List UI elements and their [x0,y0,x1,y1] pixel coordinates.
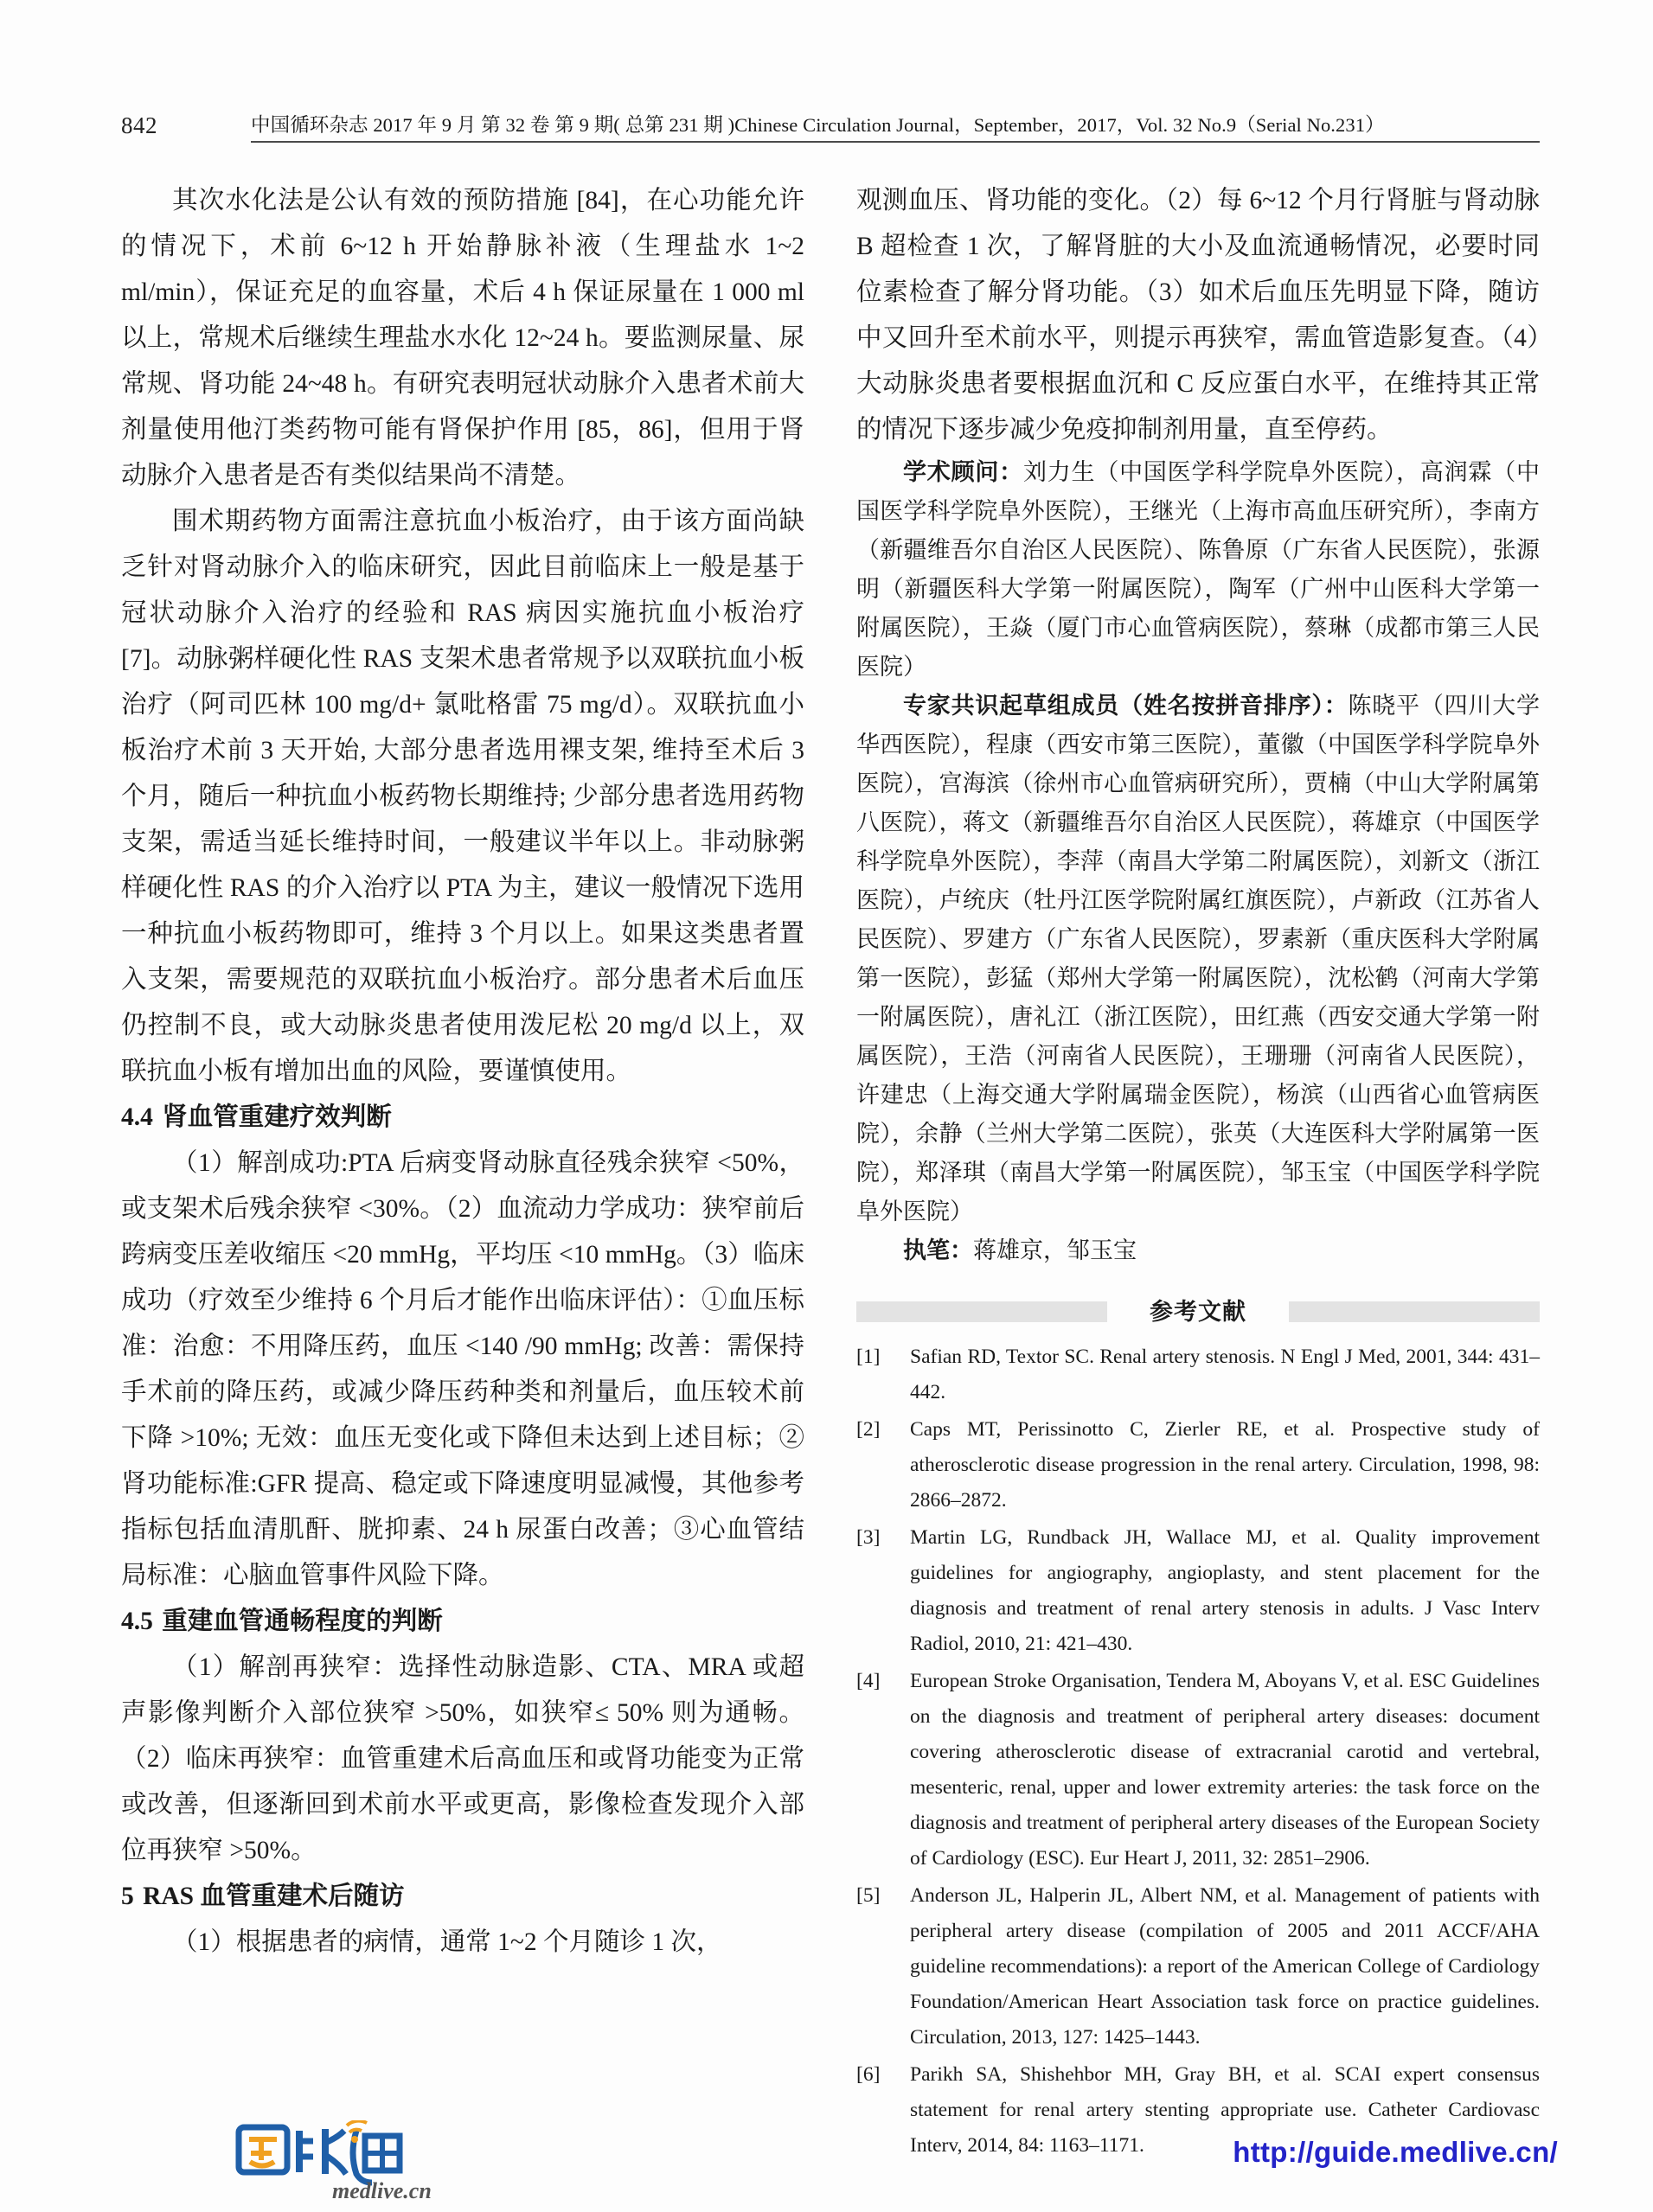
paragraph-patency-criteria: （1）解剖再狭窄：选择性动脉造影、CTA、MRA 或超声影像判断介入部位狭窄 >50%，如狭窄≤ 50% 则为通畅。（2）临床再狭窄：血管重建术后高血压和或肾功能变为正常或改善，但逐渐回到术前水平或更高，影像检查发现介入部位再狭窄 >50%。 [121,1653,804,1864]
references-header [856,1293,1540,1331]
page-number: 842 [121,112,157,138]
advisors-list: 刘力生（中国医学科学院阜外医院），高润霖（中国医学科学院阜外医院），王继光（上海市高血压研究所），李南方（新疆维吾尔自治区人民医院）、陈鲁原（广东省人民医院），张源明（新疆医科大学第一附属医院），陶军（广州中山医科大学第一附属医院），王焱（厦门市心血管病医院），蔡琳（成都市第三人民医院） [856,459,1541,680]
paragraph-hydration: 其次水化法是公认有效的预防措施 [84]，在心功能允许的情况下，术前 6~12 h 开始静脉补液（生理盐水 1~2 ml/min），保证充足的血容量，术后 4 h 保证尿量在 1 000 ml 以上，常规术后继续生理盐水水化 12~24 h。要监测尿量、尿常规、肾功能 24~48 h。有研究表明冠状动脉介入患者术前大剂量使用他汀类药物可能有肾保护作用 [85，86]，但用于肾动脉介入患者是否有类似结果尚不清楚。 [121,187,804,489]
references-title: 参考文献 [1136,1289,1260,1335]
reference-item [856,1664,1540,1876]
reference-text: European Stroke Organisation, Tendera M, Aboyans V, et al. ESC Guidelines on the diagnosis and treatment of peripheral artery diseases: document covering atherosclerotic disease of extracranial carotid and vertebral, mesenteric, renal, upper and lower extremity arteries: the task force on the diagnosis and treatment of peripheral artery diseases of the European Society of Cardiology (ESC). Eur Heart J, 2011, 32: 2851–2906. [910,1670,1540,1870]
reference-number: [4] [856,1670,881,1692]
heading-4-4 [121,1095,804,1141]
heading-4-5 [121,1599,804,1645]
medlive-logo [235,2120,460,2203]
heading-5 [121,1874,804,1920]
committee-paragraph [856,687,1540,1231]
reference-number: [2] [856,1418,881,1441]
paragraph-antiplatelet: 围术期药物方面需注意抗血小板治疗，由于该方面尚缺乏针对肾动脉介入的临床研究，因此目前临床上一般是基于冠状动脉介入治疗的经验和 RAS 病因实施抗血小板治疗 [7]。动脉粥样硬化性 RAS 支架术患者常规予以双联抗血小板治疗（阿司匹林 100 mg/d+ 氯吡格雷 75 mg/d）。双联抗血小板治疗术前 3 天开始, 大部分患者选用裸支架, 维持至术后 3 个月，随后一种抗血小板药物长期维持; 少部分患者选用药物支架，需适当延长维持时间，一般建议半年以上。非动脉粥样硬化性 RAS 的介入治疗以 PTA 为主，建议一般情况下选用一种抗血小板药物即可，维持 3 个月以上。如果这类患者置入支架，需要规范的双联抗血小板治疗。部分患者术后血压仍控制不良，或大动脉炎患者使用泼尼松 20 mg/d 以上，双联抗血小板有增加出血的风险，要谨慎使用。 [121,508,804,1085]
medlive-wordmark: medlive.cn [332,2178,432,2203]
running-head [121,112,1540,143]
heading-5-label: RAS 血管重建术后随访 [143,1883,405,1910]
reference-number: [5] [856,1884,881,1907]
author-names: 蒋雄京，邹玉宝 [973,1237,1137,1263]
paragraph-followup: （1）根据患者的病情，通常 1~2 个月随诊 1 次， [172,1928,722,1956]
heading-4-5-number: 4.5 [121,1608,153,1635]
advisors-paragraph [856,453,1540,687]
reference-item [856,1878,1540,2055]
author-paragraph [856,1231,1540,1270]
running-head-text: 中国循环杂志 2017 年 9 月 第 32 卷 第 9 期( 总第 231 期 )Chinese Circulation Journal，September，2017，Vol. 32 No.9（Serial No.231） [251,114,1385,137]
reference-text: Parikh SA, Shishehbor MH, Gray BH, et al. SCAI expert consensus statement for renal artery stenting appropriate use. Catheter Cardiovasc Interv, 2014, 84: 1163–1171. [910,2063,1540,2157]
reference-item [856,1339,1540,1410]
reference-item [856,1412,1540,1518]
heading-4-4-number: 4.4 [121,1103,153,1131]
committee-label: 专家共识起草组成员（姓名按拼音排序）： [903,693,1349,719]
reference-number: [3] [856,1526,881,1549]
reference-text: Caps MT, Perissinotto C, Zierler RE, et al. Prospective study of atherosclerotic disease progression in the renal artery. Circulation, 1998, 98: 2866–2872. [910,1418,1540,1512]
references-bar-left [856,1301,1107,1322]
heading-4-4-label: 肾血管重建疗效判断 [162,1103,392,1131]
committee-list: 陈晓平（四川大学华西医院），程康（西安市第三医院），董徽（中国医学科学院阜外医院），宫海滨（徐州市心血管病研究所），贾楠（中山大学附属第八医院），蒋文（新疆维吾尔自治区人民医院），蒋雄京（中国医学科学院阜外医院），李萍（南昌大学第二附属医院），刘新文（浙江医院），卢统庆（牡丹江医学院附属红旗医院），卢新政（江苏省人民医院）、罗建方（广东省人民医院），罗素新（重庆医科大学附属第一医院），彭猛（郑州大学第一附属医院），沈松鹤（河南大学第一附属医院），唐礼江（浙江医院），田红燕（西安交通大学第一附属医院），王浩（河南省人民医院），王珊珊（河南省人民医院），许建忠（上海交通大学附属瑞金医院），杨滨（山西省心血管病医院），余静（兰州大学第二医院），张英（大连医科大学附属第一医院），郑泽琪（南昌大学第一附属医院），邹玉宝（中国医学科学院阜外医院） [856,693,1541,1224]
footer-url[interactable]: http://guide.medlive.cn/ [1233,2136,1558,2168]
paragraph-followup-continued: 观测血压、肾功能的变化。（2）每 6~12 个月行肾脏与肾动脉 B 超检查 1 次，了解肾脏的大小及血流通畅情况，必要时同位素检查了解分肾功能。（3）如术后血压先明显下降，随访中又回升至术前水平，则提示再狭窄，需血管造影复查。（4）大动脉炎患者要根据血沉和 C 反应蛋白水平，在维持其正常的情况下逐步减少免疫抑制剂用量，直至停药。 [856,187,1540,444]
reference-text: Martin LG, Rundback JH, Wallace MJ, et al. Quality improvement guidelines for angiography, angioplasty, and stent placement for the diagnosis and treatment of renal artery stenosis in adults. J Vasc Interv Radiol, 2010, 21: 421–430. [910,1526,1540,1655]
reference-number: [6] [856,2063,881,2086]
left-column [121,178,804,1966]
author-label: 执笔： [903,1237,973,1263]
medlive-logo-icon [235,2120,460,2203]
reference-number: [1] [856,1346,881,1368]
right-column [856,178,1540,2165]
reference-text: Safian RD, Textor SC. Renal artery stenosis. N Engl J Med, 2001, 344: 431–442. [910,1346,1540,1403]
advisors-label: 学术顾问： [903,459,1023,485]
references-bar-right [1289,1301,1540,1322]
heading-4-5-label: 重建血管通畅程度的判断 [162,1608,443,1635]
heading-5-number: 5 [121,1883,134,1910]
reference-text: Anderson JL, Halperin JL, Albert NM, et al. Management of patients with peripheral artery disease (compilation of 2005 and 2011 ACCF/AHA guideline recommendations): a report of the American College of Cardiology Foundation/American Heart Association task force on practice guidelines. Circulation, 2013, 127: 1425–1443. [910,1884,1540,2049]
paragraph-efficacy-criteria: （1）解剖成功:PTA 后病变肾动脉直径残余狭窄 <50%，或支架术后残余狭窄 <30%。（2）血流动力学成功：狭窄前后跨病变压差收缩压 <20 mmHg，平均压 <10 mmHg。（3）临床成功（疗效至少维持 6 个月后才能作出临床评估）：①血压标准：治愈：不用降压药，血压 <140 /90 mmHg; 改善：需保持手术前的降压药，或减少降压药种类和剂量后，血压较术前下降 >10%; 无效：血压无变化或下降但未达到上述目标；②肾功能标准:GFR 提高、稳定或下降速度明显减慢，其他参考指标包括血清肌酐、胱抑素、24 h 尿蛋白改善；③心血管结局标准：心脑血管事件风险下降。 [121,1149,804,1589]
contributors-block [856,453,1540,1270]
running-head-rule [251,114,1540,143]
reference-list [856,1339,1540,2164]
reference-item [856,1520,1540,1662]
